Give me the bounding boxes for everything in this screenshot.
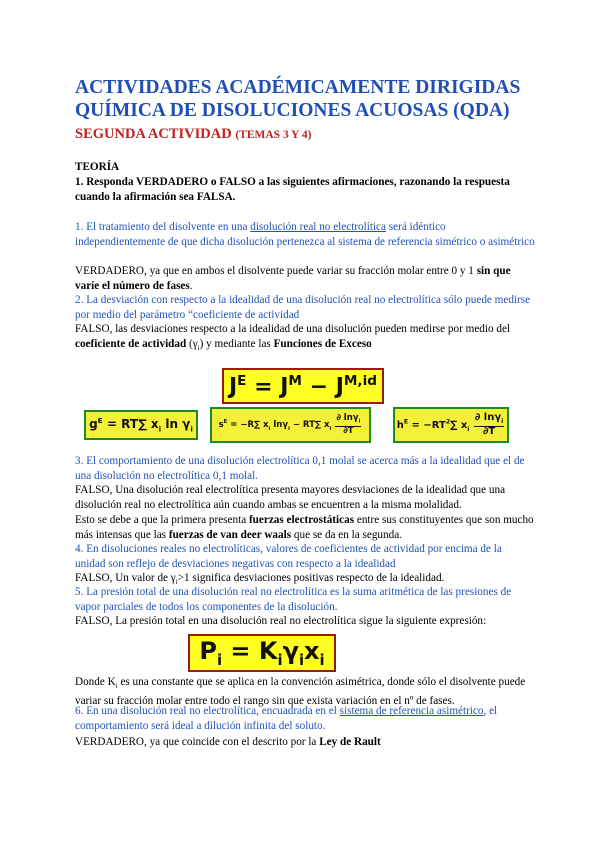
a3-mid: entre sus constituyentes que son mucho más intensas que las bbox=[75, 514, 534, 541]
a2-mid: ) y mediante las bbox=[199, 337, 274, 350]
a3-bold-vdw: fuerzas de van deer waals bbox=[168, 528, 292, 541]
a3-post: que se da en la segunda. bbox=[291, 528, 402, 541]
a5-post: es una constante que se aplica en la convención asimétrica, donde sólo el disolvente puede variar su fracción molar entre todo el rango sin que exista variación en el nº de fases. bbox=[75, 676, 526, 707]
a3-bold-electrostatic: fuerzas electrostáticas bbox=[248, 514, 355, 526]
q1-pre: 1. El tratamiento del disolvente en una bbox=[75, 221, 251, 233]
answer-3b bbox=[75, 513, 535, 542]
a4-pre: FALSO, Un valor de γ bbox=[75, 572, 176, 584]
a1-post: . bbox=[189, 279, 193, 292]
a6-bold: Ley de Rault bbox=[319, 736, 381, 748]
a6-pre: VERDADERO, ya que coincide con el descrito por la bbox=[75, 736, 320, 748]
instruction bbox=[75, 175, 535, 204]
section-heading-text: TEORÍA bbox=[75, 161, 120, 173]
a4-sub: i bbox=[175, 578, 178, 587]
instruction-text: 1. Responda VERDADERO o FALSO a las siguientes afirmaciones, razonando la respuesta cuando la afirmación sea FALSA. bbox=[75, 176, 510, 203]
document-title-line1: ACTIVIDADES ACADÉMICAMENTE DIRIGIDAS bbox=[75, 77, 521, 98]
a2-pre: FALSO, las desviaciones respecto a la idealidad de una disolución pueden medirse por medio del bbox=[75, 323, 511, 335]
a5-sub: i bbox=[115, 682, 118, 691]
a5-pre: Donde K bbox=[75, 676, 116, 688]
a2-gamma: (γ bbox=[186, 337, 198, 350]
question-2: 2. La desviación con respecto a la idealidad de una disolución real no electrolítica sólo puede medirse por medio del parámetro “coeficiente de actividad bbox=[75, 294, 531, 321]
question-1 bbox=[75, 220, 535, 249]
a1-bold: sin que varíe el número de fases bbox=[75, 265, 511, 292]
question-3: 3. El comportamiento de una disolución electrolítica 0,1 molal se acerca más a la idealidad que el de una disolución no electrolítica 0,1 molal. bbox=[75, 455, 525, 482]
q6-post: , el comportamiento será ideal a dilución infinita del soluto. bbox=[75, 705, 498, 732]
gibbs-excess-formula: $g^E = RT\sum$ $x_i$ $\ln \gamma_i$ bbox=[84, 410, 198, 440]
answer-6 bbox=[75, 735, 535, 750]
activity-subtitle bbox=[75, 126, 311, 143]
entropy-excess-formula: $s^E = -R\sum$ $x_i$ lnγ$_i$ − RT∑ $x_i$ $\frac{\partial \ln\gamma_i}{\partial T}$ bbox=[210, 407, 371, 443]
enthalpy-excess-formula: $h^E = -RT^2\sum$ $x_i$ $\frac{\partial \ln\gamma_i}{\partial T}$ bbox=[393, 407, 509, 443]
subtitle-main: SEGUNDA ACTIVIDAD bbox=[75, 126, 232, 142]
a1-pre: VERDADERO, ya que en ambos el disolvente puede variar su fracción molar entre 0 y 1 bbox=[75, 265, 477, 277]
a3-pre: Esto se debe a que la primera presenta bbox=[75, 514, 249, 526]
partial-pressure-formula: $P_i = K_i\gamma_ix_i$ bbox=[188, 634, 336, 672]
question-5: 5. La presión total de una disolución real no electrolítica es la suma aritmética de las presiones de vapor parciales de todos los componentes de la disolución. bbox=[75, 586, 512, 613]
answer-3a: FALSO, Una disolución real electrolítica presenta mayores desviaciones de la idealidad que una disolución real no electrolítica aún cuando ambas se encuentren a la misma molalidad. bbox=[75, 484, 506, 511]
a2-sub: i bbox=[197, 343, 200, 352]
answer-5: FALSO, La presión total en una disolución real no electrolítica sigue la siguiente expresión: bbox=[75, 615, 487, 627]
answer-2 bbox=[75, 322, 535, 355]
answer-1 bbox=[75, 264, 535, 293]
a2-bold-activity: coeficiente de actividad bbox=[75, 337, 187, 350]
q1-underlined-term: disolución real no electrolítica bbox=[250, 221, 386, 233]
a2-bold-excess: Funciones de Exceso bbox=[273, 337, 372, 350]
q1-post: será idéntico independientemente de que dicha disolución pertenezca al sistema de referencia simétrico o asimétrico bbox=[75, 221, 535, 248]
q6-pre: 6. En una disolución real no electrolítica, encuadrada en el bbox=[75, 705, 340, 717]
section-heading bbox=[75, 160, 535, 175]
excess-function-formula: $J^E = J^M - J^{M,id}$ bbox=[222, 368, 384, 404]
question-6 bbox=[75, 704, 535, 733]
document-title-line2: QUÍMICA DE DISOLUCIONES ACUOSAS (QDA) bbox=[75, 100, 510, 121]
a4-post: >1 significa desviaciones positivas respecto de la idealidad. bbox=[177, 572, 445, 584]
subtitle-topics: (TEMAS 3 Y 4) bbox=[235, 129, 312, 141]
q6-underlined-term: sistema de referencia asimétrico bbox=[339, 705, 484, 717]
question-4: 4. En disoluciones reales no electrolíticas, valores de coeficientes de actividad por encima de la unidad son reflejo de desviaciones negativas con respecto a la idealidad bbox=[75, 543, 502, 570]
